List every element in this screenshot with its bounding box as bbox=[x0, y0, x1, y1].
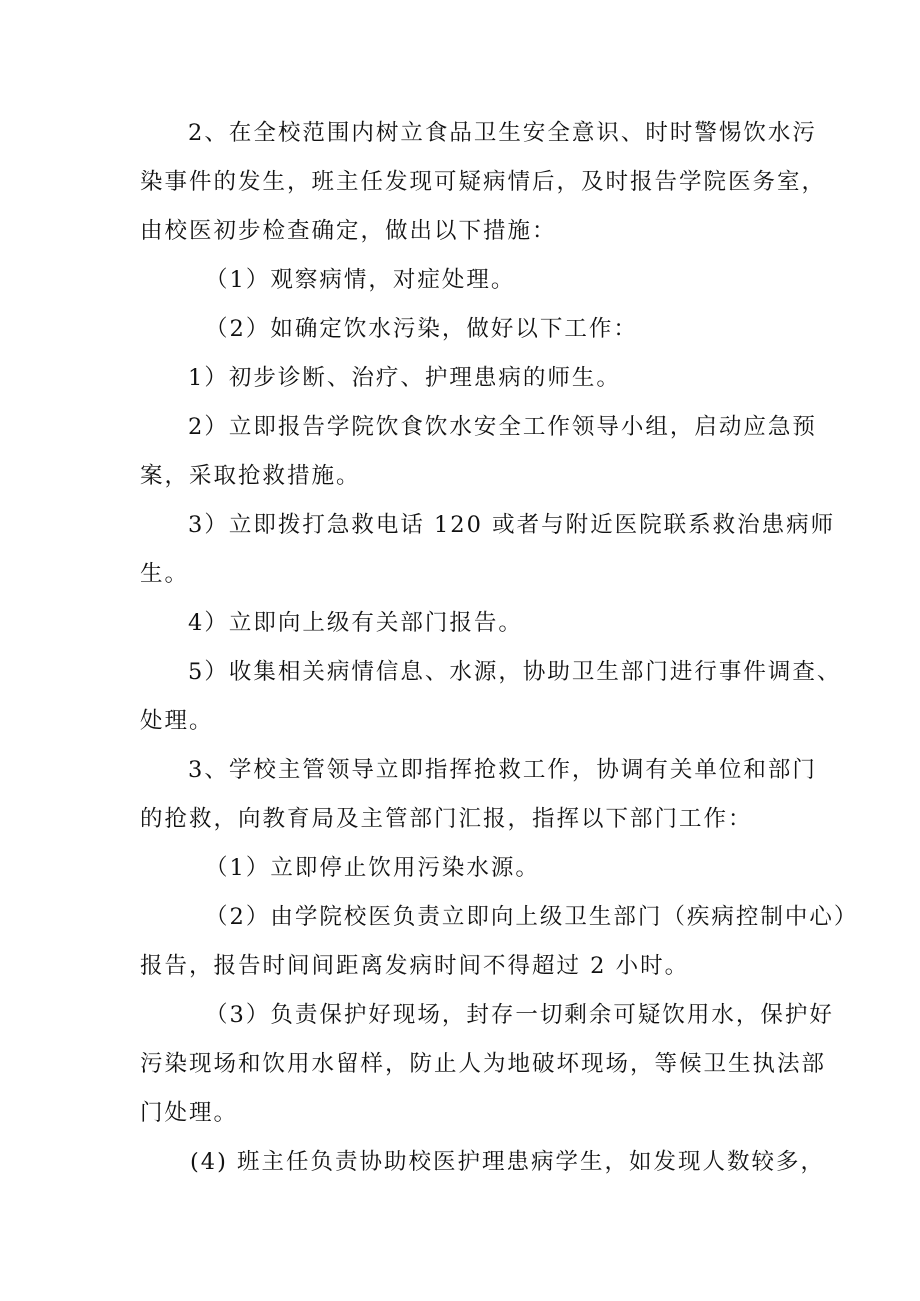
text-line: 由校医初步检查确定，做出以下措施： bbox=[140, 218, 557, 244]
text-line: 3）立即拨打急救电话 120 或者与附近医院联系救治患病师 bbox=[188, 512, 836, 538]
text-line: （1）观察病情，对症处理。 bbox=[205, 267, 516, 293]
text-line: (4) 班主任负责协助校医护理患病学生，如发现人数较多， bbox=[190, 1149, 826, 1175]
text-line: 门处理。 bbox=[140, 1100, 239, 1126]
text-line: 染事件的发生，班主任发现可疑病情后，及时报告学院医务室， bbox=[140, 169, 827, 195]
text-line: 案，采取抢救措施。 bbox=[140, 463, 361, 489]
text-line: （1）立即停止饮用污染水源。 bbox=[205, 855, 540, 881]
text-line: （2）如确定饮水污染，做好以下工作： bbox=[205, 316, 638, 342]
text-line: 1）初步诊断、治疗、护理患病的师生。 bbox=[188, 365, 621, 391]
text-line: 2、在全校范围内树立食品卫生安全意识、时时警惕饮水污 bbox=[188, 120, 817, 146]
text-line: 5）收集相关病情信息、水源，协助卫生部门进行事件调查、 bbox=[188, 659, 842, 685]
text-line: 的抢救，向教育局及主管部门汇报，指挥以下部门工作： bbox=[140, 806, 753, 832]
text-line: 污染现场和饮用水留样，防止人为地破坏现场，等候卫生执法部 bbox=[140, 1051, 827, 1077]
text-line: 生。 bbox=[140, 561, 190, 587]
text-line: 4）立即向上级有关部门报告。 bbox=[188, 610, 523, 636]
text-line: （2）由学院校医负责立即向上级卫生部门（疾病控制中心） bbox=[205, 904, 859, 930]
text-line: （3）负责保护好现场，封存一切剩余可疑饮用水，保护好 bbox=[205, 1002, 834, 1028]
text-line: 处理。 bbox=[140, 708, 214, 734]
text-line: 2）立即报告学院饮食饮水安全工作领导小组，启动应急预 bbox=[188, 414, 817, 440]
text-line: 3、学校主管领导立即指挥抢救工作，协调有关单位和部门 bbox=[188, 757, 817, 783]
text-line: 报告，报告时间间距离发病时间不得超过 2 小时。 bbox=[140, 953, 690, 979]
